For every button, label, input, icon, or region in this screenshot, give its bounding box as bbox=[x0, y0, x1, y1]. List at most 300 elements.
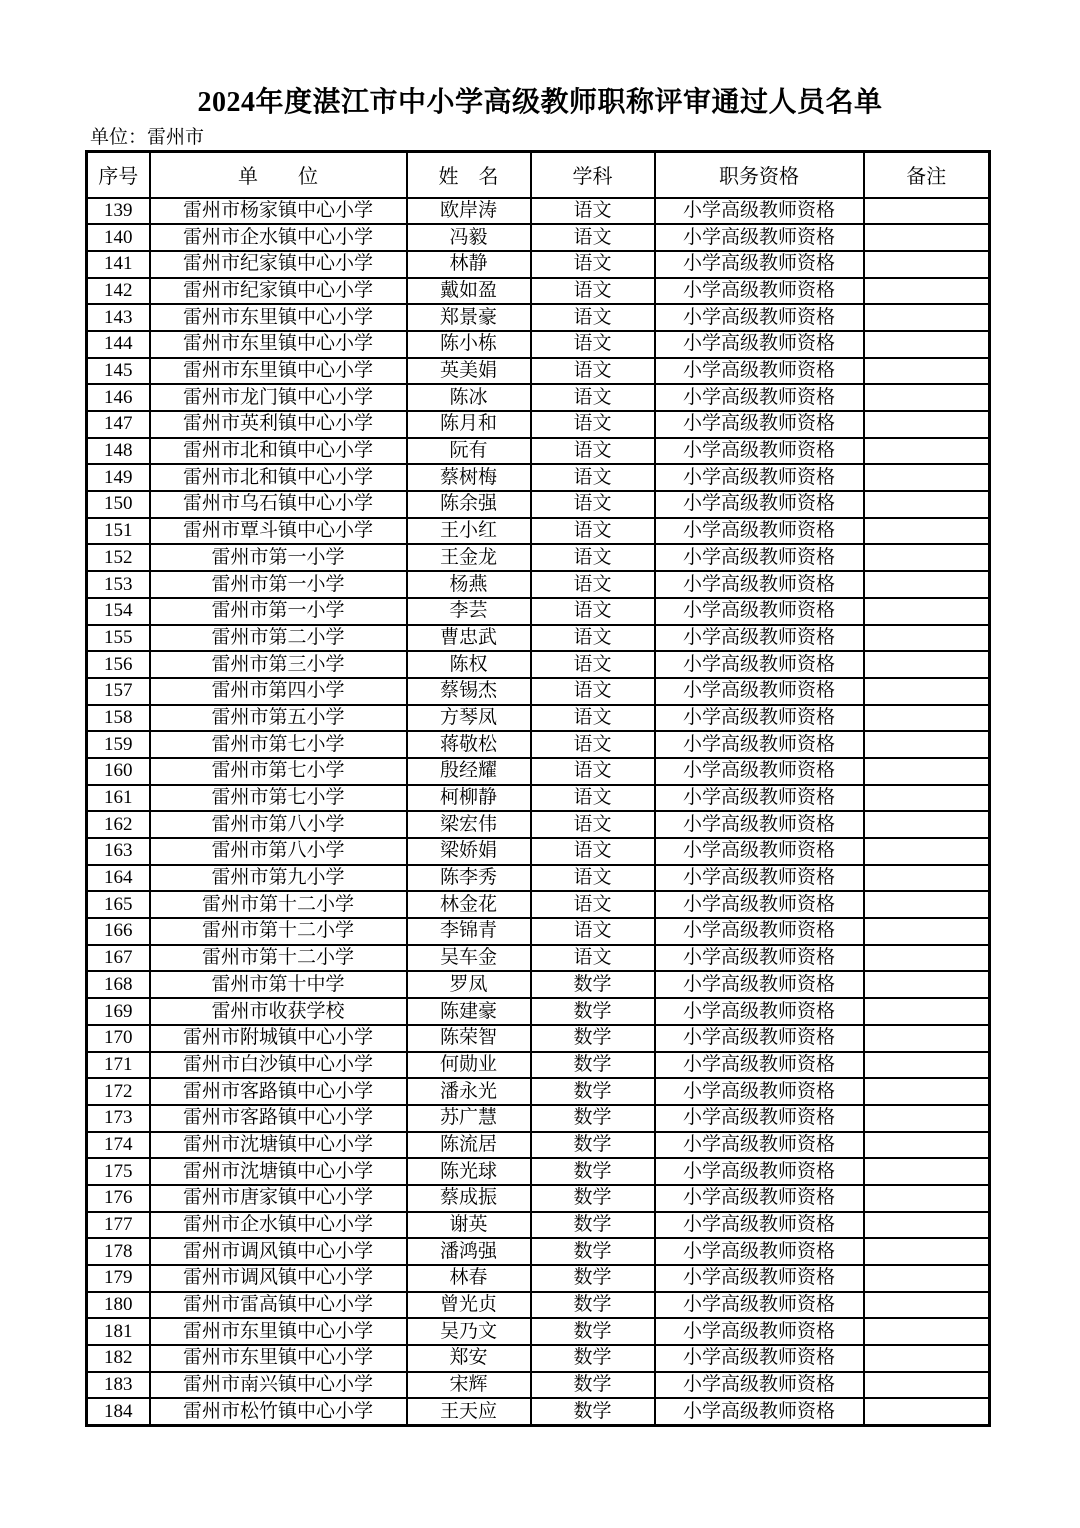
cell-name: 李芸 bbox=[407, 598, 531, 625]
cell-no: 166 bbox=[87, 918, 150, 945]
cell-unit: 雷州市第七小学 bbox=[150, 785, 407, 812]
table-row bbox=[87, 1292, 990, 1319]
table-row bbox=[87, 438, 990, 465]
cell-remark bbox=[864, 785, 990, 812]
cell-remark bbox=[864, 865, 990, 892]
cell-remark bbox=[864, 224, 990, 251]
cell-name: 英美娟 bbox=[407, 358, 531, 385]
table-row bbox=[87, 198, 990, 225]
cell-subject: 数学 bbox=[531, 1372, 655, 1399]
cell-subject: 语文 bbox=[531, 945, 655, 972]
cell-name: 王小红 bbox=[407, 518, 531, 545]
cell-subject: 语文 bbox=[531, 198, 655, 225]
cell-subject: 语文 bbox=[531, 491, 655, 518]
cell-name: 王天应 bbox=[407, 1398, 531, 1425]
cell-qualification: 小学高级教师资格 bbox=[655, 1372, 864, 1399]
cell-qualification: 小学高级教师资格 bbox=[655, 278, 864, 305]
cell-remark bbox=[864, 651, 990, 678]
table-row bbox=[87, 945, 990, 972]
cell-name: 林金花 bbox=[407, 891, 531, 918]
cell-name: 何勋业 bbox=[407, 1052, 531, 1079]
cell-subject: 语文 bbox=[531, 891, 655, 918]
cell-name: 吴车金 bbox=[407, 945, 531, 972]
cell-unit: 雷州市附城镇中心小学 bbox=[150, 1025, 407, 1052]
table-row bbox=[87, 1238, 990, 1265]
cell-subject: 语文 bbox=[531, 731, 655, 758]
table-row bbox=[87, 518, 990, 545]
cell-qualification: 小学高级教师资格 bbox=[655, 758, 864, 785]
cell-subject: 语文 bbox=[531, 705, 655, 732]
roster-table bbox=[85, 150, 991, 1427]
table-row bbox=[87, 1345, 990, 1372]
header-cell-subject: 学科 bbox=[531, 152, 655, 198]
cell-qualification: 小学高级教师资格 bbox=[655, 971, 864, 998]
cell-name: 柯柳静 bbox=[407, 785, 531, 812]
cell-unit: 雷州市第五小学 bbox=[150, 705, 407, 732]
cell-subject: 语文 bbox=[531, 304, 655, 331]
cell-unit: 雷州市第十二小学 bbox=[150, 918, 407, 945]
header-cell-no: 序号 bbox=[87, 152, 150, 198]
cell-no: 157 bbox=[87, 678, 150, 705]
cell-qualification: 小学高级教师资格 bbox=[655, 1292, 864, 1319]
cell-no: 169 bbox=[87, 998, 150, 1025]
cell-no: 143 bbox=[87, 304, 150, 331]
cell-unit: 雷州市东里镇中心小学 bbox=[150, 304, 407, 331]
cell-name: 方琴凤 bbox=[407, 705, 531, 732]
cell-subject: 语文 bbox=[531, 251, 655, 278]
cell-unit: 雷州市纪家镇中心小学 bbox=[150, 251, 407, 278]
cell-qualification: 小学高级教师资格 bbox=[655, 1238, 864, 1265]
cell-subject: 数学 bbox=[531, 1398, 655, 1425]
cell-no: 164 bbox=[87, 865, 150, 892]
cell-remark bbox=[864, 945, 990, 972]
cell-unit: 雷州市沈塘镇中心小学 bbox=[150, 1158, 407, 1185]
cell-name: 欧岸涛 bbox=[407, 198, 531, 225]
cell-qualification: 小学高级教师资格 bbox=[655, 998, 864, 1025]
cell-remark bbox=[864, 1132, 990, 1159]
cell-no: 149 bbox=[87, 464, 150, 491]
cell-no: 168 bbox=[87, 971, 150, 998]
cell-name: 陈小栋 bbox=[407, 331, 531, 358]
cell-subject: 数学 bbox=[531, 1052, 655, 1079]
cell-no: 153 bbox=[87, 571, 150, 598]
cell-unit: 雷州市北和镇中心小学 bbox=[150, 464, 407, 491]
cell-qualification: 小学高级教师资格 bbox=[655, 1025, 864, 1052]
cell-remark bbox=[864, 998, 990, 1025]
cell-subject: 语文 bbox=[531, 625, 655, 652]
header-cell-qualification: 职务资格 bbox=[655, 152, 864, 198]
table-row bbox=[87, 251, 990, 278]
cell-subject: 语文 bbox=[531, 785, 655, 812]
cell-no: 174 bbox=[87, 1132, 150, 1159]
table-row bbox=[87, 358, 990, 385]
cell-remark bbox=[864, 1318, 990, 1345]
cell-no: 150 bbox=[87, 491, 150, 518]
cell-name: 苏广慧 bbox=[407, 1105, 531, 1132]
cell-no: 158 bbox=[87, 705, 150, 732]
cell-subject: 语文 bbox=[531, 758, 655, 785]
cell-no: 179 bbox=[87, 1265, 150, 1292]
table-row bbox=[87, 838, 990, 865]
cell-no: 180 bbox=[87, 1292, 150, 1319]
cell-unit: 雷州市东里镇中心小学 bbox=[150, 331, 407, 358]
cell-no: 161 bbox=[87, 785, 150, 812]
cell-unit: 雷州市第七小学 bbox=[150, 758, 407, 785]
cell-name: 曾光贞 bbox=[407, 1292, 531, 1319]
cell-qualification: 小学高级教师资格 bbox=[655, 1052, 864, 1079]
table-row bbox=[87, 224, 990, 251]
cell-qualification: 小学高级教师资格 bbox=[655, 544, 864, 571]
table-row bbox=[87, 1132, 990, 1159]
cell-subject: 数学 bbox=[531, 1078, 655, 1105]
cell-unit: 雷州市南兴镇中心小学 bbox=[150, 1372, 407, 1399]
cell-unit: 雷州市第八小学 bbox=[150, 811, 407, 838]
table-row bbox=[87, 331, 990, 358]
page-title: 2024年度湛江市中小学高级教师职称评审通过人员名单 bbox=[197, 87, 883, 118]
cell-no: 163 bbox=[87, 838, 150, 865]
table-row bbox=[87, 731, 990, 758]
cell-no: 141 bbox=[87, 251, 150, 278]
cell-subject: 语文 bbox=[531, 518, 655, 545]
cell-name: 潘鸿强 bbox=[407, 1238, 531, 1265]
cell-unit: 雷州市白沙镇中心小学 bbox=[150, 1052, 407, 1079]
cell-remark bbox=[864, 758, 990, 785]
cell-qualification: 小学高级教师资格 bbox=[655, 224, 864, 251]
table-row bbox=[87, 1052, 990, 1079]
cell-no: 173 bbox=[87, 1105, 150, 1132]
table-row bbox=[87, 544, 990, 571]
table-row bbox=[87, 278, 990, 305]
table-row bbox=[87, 918, 990, 945]
cell-no: 159 bbox=[87, 731, 150, 758]
cell-name: 陈光球 bbox=[407, 1158, 531, 1185]
table-row bbox=[87, 384, 990, 411]
cell-subject: 语文 bbox=[531, 438, 655, 465]
cell-no: 147 bbox=[87, 411, 150, 438]
table-row bbox=[87, 1318, 990, 1345]
table-row bbox=[87, 758, 990, 785]
cell-name: 蔡树梅 bbox=[407, 464, 531, 491]
cell-unit: 雷州市第一小学 bbox=[150, 598, 407, 625]
cell-qualification: 小学高级教师资格 bbox=[655, 598, 864, 625]
cell-remark bbox=[864, 411, 990, 438]
cell-unit: 雷州市第一小学 bbox=[150, 571, 407, 598]
cell-remark bbox=[864, 1372, 990, 1399]
table-row bbox=[87, 1398, 990, 1425]
table-row bbox=[87, 491, 990, 518]
cell-subject: 语文 bbox=[531, 651, 655, 678]
cell-unit: 雷州市北和镇中心小学 bbox=[150, 438, 407, 465]
cell-subject: 数学 bbox=[531, 1105, 655, 1132]
cell-qualification: 小学高级教师资格 bbox=[655, 1185, 864, 1212]
cell-unit: 雷州市第八小学 bbox=[150, 838, 407, 865]
cell-qualification: 小学高级教师资格 bbox=[655, 518, 864, 545]
cell-remark bbox=[864, 598, 990, 625]
cell-name: 陈余强 bbox=[407, 491, 531, 518]
cell-remark bbox=[864, 571, 990, 598]
cell-remark bbox=[864, 278, 990, 305]
cell-unit: 雷州市第九小学 bbox=[150, 865, 407, 892]
cell-unit: 雷州市第十二小学 bbox=[150, 891, 407, 918]
cell-qualification: 小学高级教师资格 bbox=[655, 1345, 864, 1372]
cell-name: 陈冰 bbox=[407, 384, 531, 411]
cell-remark bbox=[864, 1052, 990, 1079]
cell-subject: 语文 bbox=[531, 278, 655, 305]
cell-unit: 雷州市第十二小学 bbox=[150, 945, 407, 972]
cell-qualification: 小学高级教师资格 bbox=[655, 811, 864, 838]
cell-name: 陈荣智 bbox=[407, 1025, 531, 1052]
cell-no: 155 bbox=[87, 625, 150, 652]
cell-subject: 语文 bbox=[531, 411, 655, 438]
cell-subject: 语文 bbox=[531, 865, 655, 892]
cell-unit: 雷州市调风镇中心小学 bbox=[150, 1265, 407, 1292]
cell-no: 167 bbox=[87, 945, 150, 972]
table-row bbox=[87, 651, 990, 678]
cell-subject: 数学 bbox=[531, 1265, 655, 1292]
cell-name: 李锦青 bbox=[407, 918, 531, 945]
table-row bbox=[87, 1078, 990, 1105]
cell-no: 175 bbox=[87, 1158, 150, 1185]
cell-name: 冯毅 bbox=[407, 224, 531, 251]
cell-subject: 语文 bbox=[531, 678, 655, 705]
cell-subject: 语文 bbox=[531, 464, 655, 491]
cell-unit: 雷州市第四小学 bbox=[150, 678, 407, 705]
cell-name: 郑景豪 bbox=[407, 304, 531, 331]
cell-name: 曹忠武 bbox=[407, 625, 531, 652]
cell-name: 蒋敬松 bbox=[407, 731, 531, 758]
cell-subject: 语文 bbox=[531, 598, 655, 625]
cell-unit: 雷州市唐家镇中心小学 bbox=[150, 1185, 407, 1212]
cell-name: 陈李秀 bbox=[407, 865, 531, 892]
cell-qualification: 小学高级教师资格 bbox=[655, 1105, 864, 1132]
cell-qualification: 小学高级教师资格 bbox=[655, 384, 864, 411]
cell-unit: 雷州市客路镇中心小学 bbox=[150, 1105, 407, 1132]
cell-name: 陈权 bbox=[407, 651, 531, 678]
table-row bbox=[87, 1158, 990, 1185]
unit-label: 单位：雷州市 bbox=[90, 127, 205, 148]
cell-unit: 雷州市东里镇中心小学 bbox=[150, 1318, 407, 1345]
cell-unit: 雷州市东里镇中心小学 bbox=[150, 1345, 407, 1372]
cell-subject: 数学 bbox=[531, 1132, 655, 1159]
cell-qualification: 小学高级教师资格 bbox=[655, 411, 864, 438]
cell-remark bbox=[864, 1238, 990, 1265]
cell-unit: 雷州市乌石镇中心小学 bbox=[150, 491, 407, 518]
cell-remark bbox=[864, 918, 990, 945]
cell-remark bbox=[864, 891, 990, 918]
cell-no: 139 bbox=[87, 198, 150, 225]
table-row bbox=[87, 971, 990, 998]
cell-name: 郑安 bbox=[407, 1345, 531, 1372]
cell-subject: 数学 bbox=[531, 1292, 655, 1319]
cell-subject: 数学 bbox=[531, 1318, 655, 1345]
cell-remark bbox=[864, 331, 990, 358]
table-row bbox=[87, 865, 990, 892]
table-row bbox=[87, 1372, 990, 1399]
cell-qualification: 小学高级教师资格 bbox=[655, 1265, 864, 1292]
cell-subject: 数学 bbox=[531, 1158, 655, 1185]
header-cell-remark: 备注 bbox=[864, 152, 990, 198]
cell-subject: 数学 bbox=[531, 1238, 655, 1265]
cell-remark bbox=[864, 971, 990, 998]
cell-qualification: 小学高级教师资格 bbox=[655, 705, 864, 732]
cell-qualification: 小学高级教师资格 bbox=[655, 251, 864, 278]
cell-qualification: 小学高级教师资格 bbox=[655, 918, 864, 945]
cell-no: 181 bbox=[87, 1318, 150, 1345]
cell-remark bbox=[864, 198, 990, 225]
table-row bbox=[87, 571, 990, 598]
cell-remark bbox=[864, 1265, 990, 1292]
cell-unit: 雷州市龙门镇中心小学 bbox=[150, 384, 407, 411]
cell-subject: 语文 bbox=[531, 838, 655, 865]
cell-name: 吴乃文 bbox=[407, 1318, 531, 1345]
cell-no: 177 bbox=[87, 1212, 150, 1239]
cell-no: 178 bbox=[87, 1238, 150, 1265]
cell-no: 171 bbox=[87, 1052, 150, 1079]
cell-subject: 数学 bbox=[531, 1345, 655, 1372]
cell-name: 潘永光 bbox=[407, 1078, 531, 1105]
cell-qualification: 小学高级教师资格 bbox=[655, 678, 864, 705]
table-row bbox=[87, 598, 990, 625]
cell-no: 145 bbox=[87, 358, 150, 385]
cell-remark bbox=[864, 544, 990, 571]
table-row bbox=[87, 304, 990, 331]
cell-qualification: 小学高级教师资格 bbox=[655, 1132, 864, 1159]
cell-remark bbox=[864, 384, 990, 411]
cell-no: 152 bbox=[87, 544, 150, 571]
cell-remark bbox=[864, 1105, 990, 1132]
cell-no: 170 bbox=[87, 1025, 150, 1052]
cell-no: 172 bbox=[87, 1078, 150, 1105]
cell-name: 陈流居 bbox=[407, 1132, 531, 1159]
table-row bbox=[87, 785, 990, 812]
table-row bbox=[87, 678, 990, 705]
cell-subject: 数学 bbox=[531, 971, 655, 998]
cell-remark bbox=[864, 464, 990, 491]
cell-remark bbox=[864, 1078, 990, 1105]
cell-name: 杨燕 bbox=[407, 571, 531, 598]
cell-remark bbox=[864, 518, 990, 545]
cell-qualification: 小学高级教师资格 bbox=[655, 438, 864, 465]
table-row bbox=[87, 998, 990, 1025]
cell-unit: 雷州市调风镇中心小学 bbox=[150, 1238, 407, 1265]
cell-qualification: 小学高级教师资格 bbox=[655, 1078, 864, 1105]
cell-qualification: 小学高级教师资格 bbox=[655, 865, 864, 892]
cell-unit: 雷州市英利镇中心小学 bbox=[150, 411, 407, 438]
cell-no: 182 bbox=[87, 1345, 150, 1372]
cell-name: 王金龙 bbox=[407, 544, 531, 571]
header-cell-name: 姓 名 bbox=[407, 152, 531, 198]
cell-subject: 语文 bbox=[531, 544, 655, 571]
cell-qualification: 小学高级教师资格 bbox=[655, 571, 864, 598]
header-cell-unit: 单 位 bbox=[150, 152, 407, 198]
cell-qualification: 小学高级教师资格 bbox=[655, 464, 864, 491]
cell-name: 陈建豪 bbox=[407, 998, 531, 1025]
cell-subject: 语文 bbox=[531, 918, 655, 945]
cell-remark bbox=[864, 1158, 990, 1185]
cell-subject: 数学 bbox=[531, 1212, 655, 1239]
cell-name: 罗凤 bbox=[407, 971, 531, 998]
cell-remark bbox=[864, 811, 990, 838]
cell-remark bbox=[864, 731, 990, 758]
cell-name: 宋辉 bbox=[407, 1372, 531, 1399]
cell-remark bbox=[864, 1025, 990, 1052]
cell-name: 陈月和 bbox=[407, 411, 531, 438]
cell-name: 梁宏伟 bbox=[407, 811, 531, 838]
cell-qualification: 小学高级教师资格 bbox=[655, 625, 864, 652]
cell-qualification: 小学高级教师资格 bbox=[655, 1398, 864, 1425]
cell-subject: 数学 bbox=[531, 1185, 655, 1212]
cell-remark bbox=[864, 358, 990, 385]
table-row bbox=[87, 411, 990, 438]
cell-name: 殷经耀 bbox=[407, 758, 531, 785]
cell-remark bbox=[864, 1292, 990, 1319]
cell-name: 蔡锡杰 bbox=[407, 678, 531, 705]
cell-qualification: 小学高级教师资格 bbox=[655, 1158, 864, 1185]
cell-remark bbox=[864, 304, 990, 331]
table-row bbox=[87, 1265, 990, 1292]
cell-no: 142 bbox=[87, 278, 150, 305]
cell-unit: 雷州市第二小学 bbox=[150, 625, 407, 652]
cell-unit: 雷州市覃斗镇中心小学 bbox=[150, 518, 407, 545]
cell-unit: 雷州市东里镇中心小学 bbox=[150, 358, 407, 385]
cell-remark bbox=[864, 1345, 990, 1372]
cell-subject: 语文 bbox=[531, 331, 655, 358]
cell-name: 戴如盈 bbox=[407, 278, 531, 305]
table-row bbox=[87, 464, 990, 491]
cell-qualification: 小学高级教师资格 bbox=[655, 304, 864, 331]
cell-unit: 雷州市第一小学 bbox=[150, 544, 407, 571]
table-body bbox=[87, 198, 990, 1426]
cell-no: 165 bbox=[87, 891, 150, 918]
cell-unit: 雷州市企水镇中心小学 bbox=[150, 224, 407, 251]
cell-qualification: 小学高级教师资格 bbox=[655, 1212, 864, 1239]
cell-no: 160 bbox=[87, 758, 150, 785]
cell-qualification: 小学高级教师资格 bbox=[655, 358, 864, 385]
cell-unit: 雷州市收获学校 bbox=[150, 998, 407, 1025]
cell-no: 140 bbox=[87, 224, 150, 251]
cell-unit: 雷州市雷高镇中心小学 bbox=[150, 1292, 407, 1319]
cell-qualification: 小学高级教师资格 bbox=[655, 731, 864, 758]
cell-unit: 雷州市第三小学 bbox=[150, 651, 407, 678]
cell-name: 林静 bbox=[407, 251, 531, 278]
cell-remark bbox=[864, 251, 990, 278]
cell-subject: 数学 bbox=[531, 998, 655, 1025]
cell-unit: 雷州市松竹镇中心小学 bbox=[150, 1398, 407, 1425]
cell-qualification: 小学高级教师资格 bbox=[655, 491, 864, 518]
cell-subject: 语文 bbox=[531, 224, 655, 251]
cell-remark bbox=[864, 625, 990, 652]
cell-remark bbox=[864, 1212, 990, 1239]
table-row bbox=[87, 891, 990, 918]
table-row bbox=[87, 811, 990, 838]
cell-no: 146 bbox=[87, 384, 150, 411]
cell-no: 144 bbox=[87, 331, 150, 358]
cell-qualification: 小学高级教师资格 bbox=[655, 838, 864, 865]
cell-unit: 雷州市企水镇中心小学 bbox=[150, 1212, 407, 1239]
cell-no: 176 bbox=[87, 1185, 150, 1212]
cell-remark bbox=[864, 491, 990, 518]
table-row bbox=[87, 625, 990, 652]
cell-name: 谢英 bbox=[407, 1212, 531, 1239]
cell-unit: 雷州市第十中学 bbox=[150, 971, 407, 998]
cell-no: 162 bbox=[87, 811, 150, 838]
cell-qualification: 小学高级教师资格 bbox=[655, 1318, 864, 1345]
cell-no: 148 bbox=[87, 438, 150, 465]
table-row bbox=[87, 1025, 990, 1052]
cell-subject: 数学 bbox=[531, 1025, 655, 1052]
cell-unit: 雷州市纪家镇中心小学 bbox=[150, 278, 407, 305]
table-row bbox=[87, 1185, 990, 1212]
